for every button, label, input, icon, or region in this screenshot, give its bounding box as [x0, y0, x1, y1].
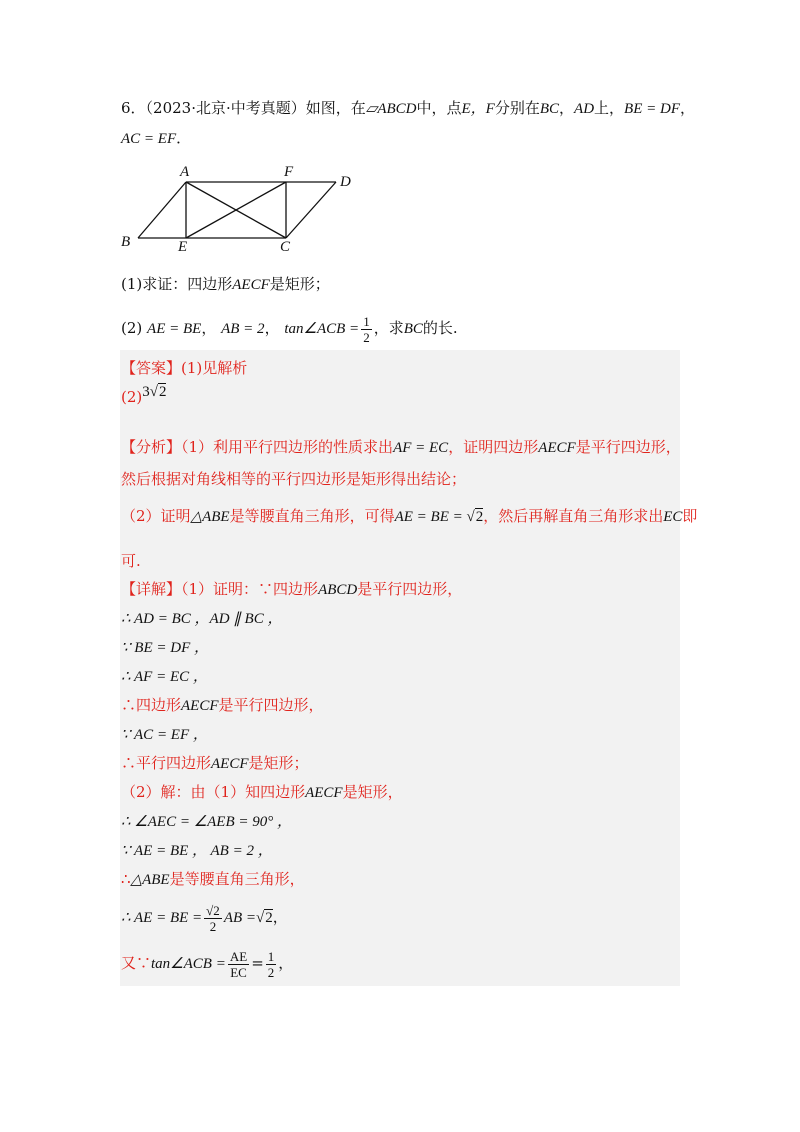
sep: ， — [264, 319, 280, 337]
detail-text: 是平行四边形， — [357, 580, 463, 598]
question-text: 分别在 — [494, 99, 540, 117]
answer-line-1 — [121, 357, 247, 378]
denominator: 2 — [267, 964, 275, 980]
math-tan: tan∠ACB = — [284, 321, 360, 337]
detail-line-9: ∴ ∠AEC = ∠AEB = 90° ， — [121, 814, 292, 830]
part-2 — [121, 313, 458, 345]
part-label: (2) — [121, 319, 143, 337]
detail-line-5 — [121, 694, 324, 715]
denominator: EC — [230, 964, 247, 980]
sqrt: √2 — [256, 910, 273, 926]
parallelogram-figure — [118, 160, 368, 252]
analysis-line-3 — [121, 505, 697, 526]
part-text: 的长. — [422, 319, 458, 337]
edge-ba — [138, 182, 186, 238]
part-text: ，求 — [373, 319, 404, 337]
math-quad: AECF — [305, 785, 343, 801]
detail-line-12 — [121, 900, 288, 935]
numerator: AE — [229, 948, 248, 964]
detail-text: ∴平行四边形 — [121, 754, 212, 772]
detail-line-1 — [121, 578, 462, 599]
equals: = — [251, 954, 264, 972]
detail-text: ∴四边形 — [121, 696, 182, 714]
detail-text: （2）解：由（1）知四边形 — [121, 783, 306, 801]
math-triangle: △ABE — [130, 872, 170, 888]
detail-line-2: ∴ AD = BC ，AD ∥ BC ， — [121, 611, 283, 627]
numerator: √2 — [206, 902, 220, 918]
detail-text: （1）证明：∵四边形 — [181, 580, 319, 598]
analysis-text: 是等腰直角三角形，可得 — [229, 507, 395, 525]
label-b: B — [121, 234, 131, 250]
sep: ， — [201, 319, 217, 337]
analysis-line-2: 然后根据对角线相等的平行四边形是矩形得出结论； — [121, 470, 467, 488]
label-f: F — [284, 164, 294, 180]
radicand: 2 — [158, 384, 167, 400]
fraction — [266, 949, 277, 980]
fraction — [204, 903, 222, 934]
detail-line-6: ∵ AC = EF ， — [121, 727, 208, 743]
question-text: 如图，在 — [305, 99, 366, 117]
detail-text: 是平行四边形， — [218, 696, 324, 714]
math-segment: BC — [403, 321, 423, 337]
detail-line-7 — [121, 752, 309, 773]
math-equation: ∴ AE = BE = — [121, 910, 203, 926]
answer-heading: 【答案】 — [121, 359, 182, 377]
math-quad: AECF — [538, 440, 576, 456]
detail-text: ， — [278, 954, 294, 972]
question-text: ． — [176, 129, 192, 147]
question-text: 上， — [594, 99, 625, 117]
math-equation: AF = EC — [393, 440, 449, 456]
analysis-text: ，然后再解直角三角形求出 — [483, 507, 664, 525]
analysis-heading: 【分析】 — [121, 438, 182, 456]
math-parallelogram: ▱ABCD — [365, 101, 417, 117]
math-equation: AB = — [223, 910, 257, 926]
detail-line-11 — [121, 868, 305, 889]
question-source: （2023·北京·中考真题） — [145, 99, 306, 117]
math-equation: AE = BE = — [394, 509, 467, 525]
numerator: 1 — [267, 948, 275, 964]
detail-line-3: ∵ BE = DF ， — [121, 640, 209, 656]
question-text: ， — [559, 99, 575, 117]
analysis-text: （1）利用平行四边形的性质求出 — [181, 438, 394, 456]
sqrt: √2 — [466, 509, 484, 525]
math-equation: AE = BE — [147, 321, 202, 337]
radicand: 2 — [475, 509, 484, 525]
analysis-text: ，证明四边形 — [448, 438, 539, 456]
detail-line-13 — [121, 946, 293, 981]
answer-value: 3√2 — [142, 384, 167, 400]
math-segment: BC — [539, 101, 560, 117]
math-quad: AECF — [232, 277, 270, 293]
part-label: (1)求证：四边形 — [121, 275, 233, 293]
radicand: 2 — [265, 910, 273, 926]
edge-dc — [286, 182, 336, 238]
detail-text: ∴ — [121, 870, 131, 888]
coefficient: 3 — [142, 384, 150, 400]
question-text: ， — [680, 99, 696, 117]
math-quad: ABCD — [318, 582, 358, 598]
math-triangle: △ABE — [190, 509, 230, 525]
analysis-text: 即 — [682, 507, 698, 525]
label-a: A — [180, 164, 190, 180]
numerator: 1 — [363, 313, 370, 329]
math-segment: EC — [663, 509, 683, 525]
detail-text: 又∵ — [121, 954, 152, 972]
label-d: D — [340, 174, 351, 190]
detail-text: 是矩形； — [248, 754, 309, 772]
detail-line-10: ∵ AE = BE ， AB = 2 ， — [121, 843, 273, 859]
question-line-1 — [121, 98, 695, 119]
detail-text: 是矩形， — [342, 783, 403, 801]
question-text: 中，点 — [416, 99, 462, 117]
part-1 — [121, 274, 330, 295]
math-quad: AECF — [181, 698, 219, 714]
math-tan: tan∠ACB = — [151, 956, 226, 972]
detail-heading: 【详解】 — [121, 580, 182, 598]
denominator: 2 — [363, 329, 370, 345]
math-equation: AB = 2 — [221, 321, 265, 337]
math-quad: AECF — [211, 756, 249, 772]
question-line-2 — [121, 128, 191, 149]
answer-part-1: (1)见解析 — [181, 359, 248, 377]
denominator: 2 — [209, 918, 217, 934]
detail-line-4: ∴ AF = EC ， — [121, 669, 208, 685]
detail-text: 是等腰直角三角形， — [169, 870, 305, 888]
answer-part-2-label: (2) — [121, 388, 143, 406]
analysis-text: （2）证明 — [121, 507, 191, 525]
fraction — [361, 314, 372, 345]
math-segment: AD — [574, 101, 595, 117]
label-e: E — [178, 239, 188, 252]
math-equation: BE = DF — [624, 101, 680, 117]
fraction — [228, 949, 249, 980]
analysis-text: 是平行四边形， — [575, 438, 681, 456]
detail-text: ， — [272, 908, 288, 926]
answer-line-2 — [121, 384, 167, 407]
part-text: 是矩形； — [269, 275, 330, 293]
label-c: C — [280, 239, 291, 252]
math-equation: AC = EF — [121, 131, 177, 147]
question-number: 6． — [121, 99, 146, 117]
analysis-line-1 — [121, 436, 681, 457]
analysis-line-4: 可. — [121, 552, 141, 570]
detail-line-8 — [121, 781, 403, 802]
math-points: E，F — [461, 101, 495, 117]
